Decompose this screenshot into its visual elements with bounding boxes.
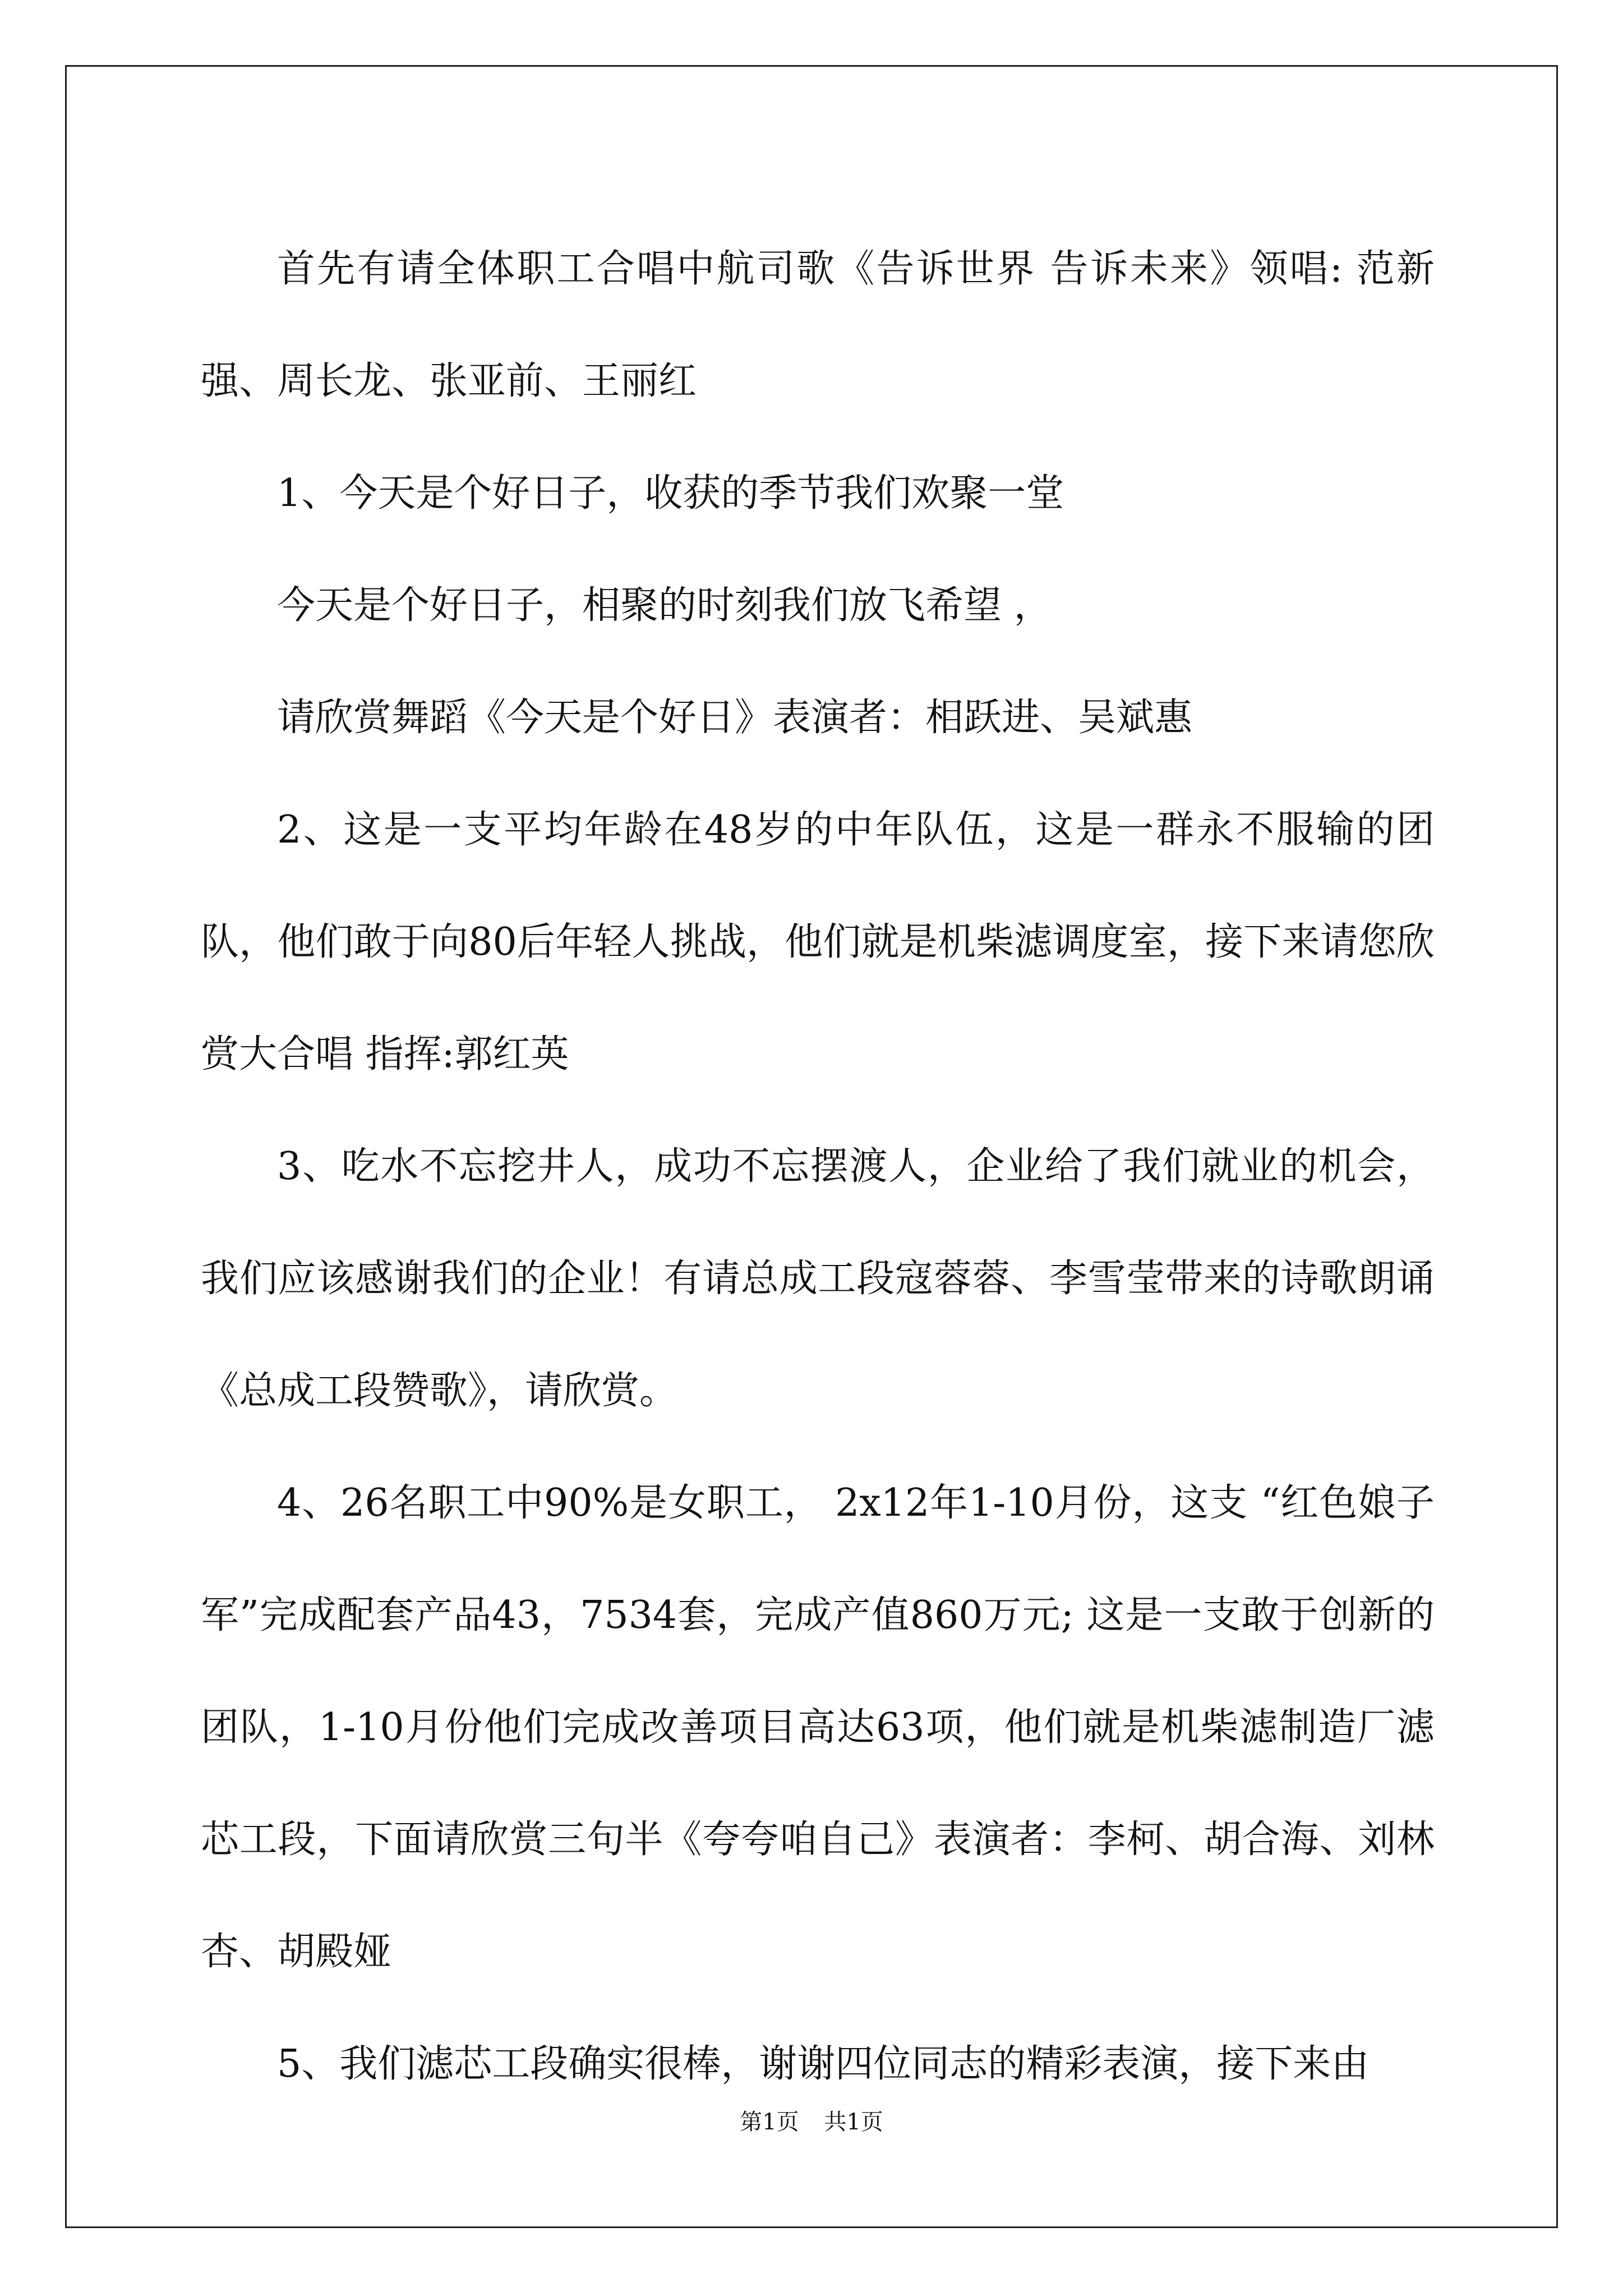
page-footer — [0, 2106, 1623, 2138]
page-total: 共1页 — [824, 2109, 883, 2135]
paragraph-item-1-cont: 今天是个好日子，相聚的时刻我们放飞希望 ， — [277, 583, 1052, 628]
paragraph-opening-chorus: 首先有请全体职工合唱中航司歌《告诉世界 告诉未来》领唱: 范新强、周长龙、张亚前、王丽红 — [201, 247, 1435, 403]
document-body — [201, 213, 1435, 2120]
page-number: 第1页 — [740, 2109, 799, 2135]
paragraph-item-4: 4、26名职工中90%是女职工， 2x12年1-10月份，这支 “红色娘子军”完成配套产品43，7534套，完成产值860万元; 这是一支敢于创新的团队，1-10月份他们完成改善项目高达63项，他们就是机柴滤制造厂滤芯工段，下面请欣赏三句半《夸夸咱自己》表演者：李柯、胡合海、刘林杏、胡殿娅 — [201, 1481, 1435, 1974]
paragraph-item-1-dance: 请欣赏舞蹈《今天是个好日》表演者：相跃进、吴斌惠 — [277, 696, 1193, 740]
paragraph-item-2: 2、这是一支平均年龄在48岁的中年队伍，这是一群永不服输的团队，他们敢于向80后年轻人挑战，他们就是机柴滤调度室，接下来请您欣赏大合唱 指挥:郭红英 — [201, 808, 1435, 1076]
paragraph-item-3: 3、吃水不忘挖井人，成功不忘摆渡人，企业给了我们就业的机会，我们应该感谢我们的企业！有请总成工段寇蓉蓉、李雪莹带来的诗歌朗诵《总成工段赞歌》，请欣赏。 — [201, 1144, 1435, 1413]
paragraph-item-5: 5、我们滤芯工段确实很棒，谢谢四位同志的精彩表演，接下来由 — [277, 2042, 1370, 2086]
paragraph-item-1: 1、今天是个好日子，收获的季节我们欢聚一堂 — [277, 471, 1064, 516]
